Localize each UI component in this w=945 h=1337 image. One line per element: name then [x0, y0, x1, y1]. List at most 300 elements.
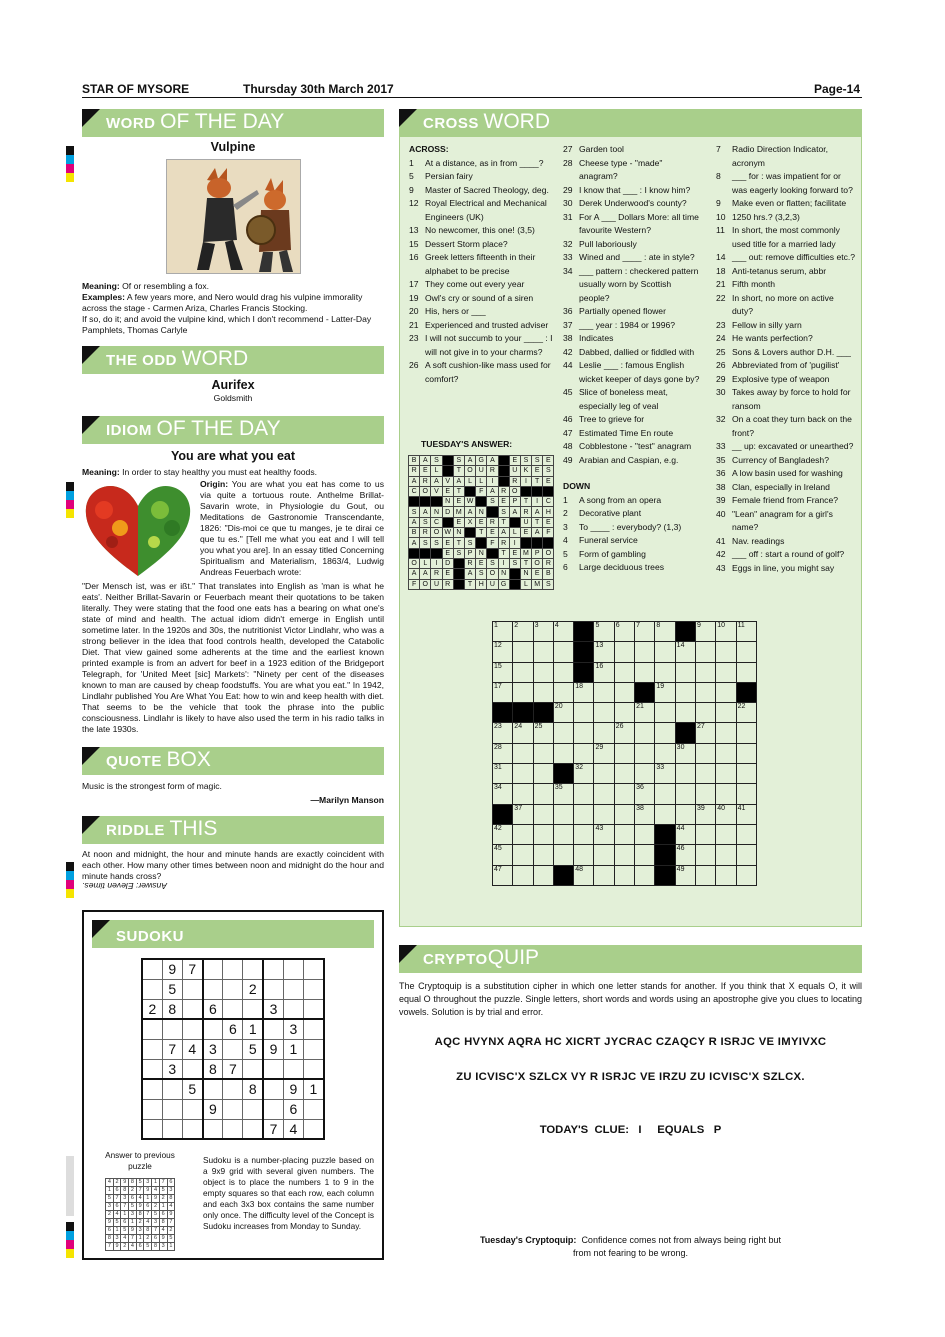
sudoku-cell[interactable]	[304, 999, 324, 1019]
crossword-cell[interactable]: 21	[635, 703, 655, 723]
sudoku-cell[interactable]	[283, 959, 303, 979]
clue-text: Garden tool	[579, 144, 624, 154]
sudoku-cell[interactable]	[223, 1099, 243, 1119]
crossword-cell[interactable]: 24	[513, 723, 533, 743]
crossword-cell[interactable]: 45	[493, 845, 513, 865]
crossword-cell[interactable]	[614, 824, 634, 844]
sudoku-cell[interactable]	[304, 1119, 324, 1139]
crossword-cell[interactable]: 6	[614, 622, 634, 642]
prev-answer-cell: 8	[144, 1227, 152, 1235]
crossword-cell[interactable]	[736, 865, 756, 885]
sudoku-cell: 5	[182, 1079, 202, 1099]
crossword-cell[interactable]	[695, 824, 715, 844]
crossword-cell[interactable]: 23	[493, 723, 513, 743]
clue-text: Eggs in line, you might say	[732, 562, 835, 573]
sudoku-cell[interactable]	[263, 979, 283, 999]
crossword-cell[interactable]	[655, 662, 675, 682]
crossword-cell[interactable]	[533, 764, 553, 784]
sudoku-cell[interactable]	[142, 1119, 162, 1139]
answer-cell: O	[431, 528, 442, 538]
crossword-cell[interactable]: 11	[736, 622, 756, 642]
clue-item	[716, 197, 857, 211]
crossword-cell[interactable]	[695, 642, 715, 662]
sudoku-cell[interactable]	[304, 1099, 324, 1119]
clue-number: 3	[563, 521, 568, 532]
answer-cell: R	[543, 558, 554, 568]
answer-cell: E	[442, 548, 453, 558]
color-bar-left-mid	[66, 482, 74, 518]
crossword-cell[interactable]: 22	[736, 703, 756, 723]
sudoku-cell[interactable]	[142, 979, 162, 999]
sudoku-cell: 1	[304, 1079, 324, 1099]
clue-item	[563, 238, 705, 252]
crossword-cell[interactable]	[614, 845, 634, 865]
crossword-cell[interactable]: 3	[533, 622, 553, 642]
crossword-cell[interactable]	[574, 824, 594, 844]
prev-answer-cell: 2	[152, 1203, 160, 1211]
crossword-cell[interactable]	[635, 723, 655, 743]
answer-cell	[453, 558, 464, 568]
clue-number: 4	[563, 535, 568, 545]
answer-cell: R	[409, 466, 420, 476]
sudoku-cell[interactable]	[182, 1059, 202, 1079]
crossword-cell[interactable]	[736, 784, 756, 804]
crossword-cell[interactable]	[614, 764, 634, 784]
crossword-cell[interactable]: 16	[594, 662, 614, 682]
crossword-cell[interactable]: 5	[594, 622, 614, 642]
crossword-cell[interactable]	[553, 682, 573, 702]
prev-answer-cell: 7	[106, 1243, 114, 1251]
sudoku-cell[interactable]	[243, 1099, 263, 1119]
clue-text: Owl's cry or sound of a siren	[425, 292, 534, 303]
crossword-cell[interactable]	[736, 764, 756, 784]
crossword-cell[interactable]: 34	[493, 784, 513, 804]
crossword-cell[interactable]	[533, 642, 553, 662]
crossword-cell[interactable]	[736, 642, 756, 662]
sudoku-cell[interactable]	[223, 1119, 243, 1139]
crossword-cell[interactable]	[574, 845, 594, 865]
clue-text: Estimated Time En route	[579, 427, 674, 438]
crossword-cell[interactable]	[655, 723, 675, 743]
answer-cell: C	[409, 486, 420, 496]
crossword-cell[interactable]	[736, 845, 756, 865]
crossword-cell[interactable]	[614, 804, 634, 824]
header-rule	[82, 97, 862, 98]
crossword-cell[interactable]: 20	[553, 703, 573, 723]
prev-answer-cell: 7	[144, 1211, 152, 1219]
crossword-cell[interactable]	[716, 865, 736, 885]
prev-answer-cell: 5	[129, 1203, 137, 1211]
crossword-cell[interactable]	[716, 703, 736, 723]
clue-item	[716, 508, 857, 535]
crossword-cell[interactable]	[736, 723, 756, 743]
answer-cell: G	[498, 579, 509, 589]
sudoku-cell[interactable]	[304, 959, 324, 979]
crossword-cell[interactable]	[574, 784, 594, 804]
crossword-cell[interactable]	[574, 804, 594, 824]
answer-cell: E	[543, 476, 554, 486]
sudoku-cell[interactable]	[142, 1039, 162, 1059]
sudoku-cell[interactable]	[304, 1059, 324, 1079]
crossword-cell[interactable]: 48	[574, 865, 594, 885]
crossword-cell[interactable]	[635, 824, 655, 844]
answer-cell: F	[409, 579, 420, 589]
crossword-cell[interactable]: 32	[574, 764, 594, 784]
crossword-cell[interactable]: 30	[675, 743, 695, 763]
crossword-cell[interactable]: 40	[716, 804, 736, 824]
clue-text: Large deciduous trees	[579, 562, 665, 572]
clue-number: 42	[563, 346, 573, 357]
crossword-cell[interactable]: 28	[493, 743, 513, 763]
clue-item	[409, 305, 557, 319]
sudoku-cell[interactable]	[283, 1059, 303, 1079]
crossword-cell[interactable]	[695, 865, 715, 885]
crossword-cell[interactable]	[635, 743, 655, 763]
clue-number: 39	[716, 495, 726, 505]
crossword-cell[interactable]	[533, 824, 553, 844]
crossword-cell[interactable]	[635, 642, 655, 662]
crossword-cell[interactable]: 39	[695, 804, 715, 824]
crossword-cell[interactable]: 7	[635, 622, 655, 642]
prev-answer-cell: 6	[106, 1227, 114, 1235]
crossword-cell[interactable]	[553, 804, 573, 824]
crossword-cell[interactable]: 1	[493, 622, 513, 642]
clue-item	[563, 197, 705, 211]
crossword-cell[interactable]	[675, 662, 695, 682]
crossword-cell[interactable]	[635, 662, 655, 682]
clue-text: Partially opened flower	[579, 306, 666, 316]
crossword-cell[interactable]	[513, 682, 533, 702]
crossword-cell[interactable]	[513, 845, 533, 865]
clue-text: Arabian and Caspian, e.g.	[579, 454, 679, 465]
answer-cell	[520, 538, 531, 548]
crossword-cell[interactable]	[716, 845, 736, 865]
sudoku-cell[interactable]	[182, 1019, 202, 1039]
crossword-cell[interactable]	[695, 764, 715, 784]
sudoku-cell[interactable]	[162, 1079, 182, 1099]
sudoku-cell[interactable]	[263, 1019, 283, 1039]
sudoku-cell[interactable]	[263, 1099, 283, 1119]
crossword-cell[interactable]	[614, 642, 634, 662]
answer-cell: L	[464, 476, 475, 486]
crossword-cell[interactable]	[553, 743, 573, 763]
clue-item	[563, 211, 705, 238]
prev-answer-cell: 6	[167, 1179, 175, 1187]
crossword-cell[interactable]	[716, 682, 736, 702]
sudoku-cell[interactable]	[223, 979, 243, 999]
crossword-cell[interactable]	[655, 642, 675, 662]
crossword-cell[interactable]	[513, 662, 533, 682]
crossword-cell[interactable]	[513, 642, 533, 662]
prev-answer-cell: 1	[144, 1195, 152, 1203]
prev-answer-cell: 5	[159, 1187, 167, 1195]
crossword-cell[interactable]: 9	[695, 622, 715, 642]
crossword-cell[interactable]	[574, 723, 594, 743]
crossword-cell[interactable]	[655, 804, 675, 824]
crossword-cell[interactable]: 17	[493, 682, 513, 702]
clue-item	[409, 278, 557, 292]
crossword-cell[interactable]	[614, 682, 634, 702]
sudoku-cell[interactable]	[283, 979, 303, 999]
prev-answer-cell: 9	[136, 1203, 144, 1211]
crossword-cell[interactable]: 43	[594, 824, 614, 844]
sudoku-cell: 7	[263, 1119, 283, 1139]
crossword-cell[interactable]: 29	[594, 743, 614, 763]
clue-number: 10	[716, 211, 726, 222]
sudoku-cell[interactable]	[243, 1119, 263, 1139]
sudoku-cell[interactable]	[243, 1059, 263, 1079]
sudoku-cell[interactable]	[162, 1019, 182, 1039]
clue-number: 2	[563, 508, 568, 518]
crossword-cell[interactable]	[553, 723, 573, 743]
prev-answer-cell: 3	[144, 1179, 152, 1187]
crossword-cell[interactable]	[695, 784, 715, 804]
clue-text: Derek Underwood's county?	[579, 198, 687, 208]
crossword-cell[interactable]: 13	[594, 642, 614, 662]
sudoku-cell[interactable]	[223, 999, 243, 1019]
crossword-cell[interactable]	[574, 743, 594, 763]
clue-text: Currency of Bangladesh?	[732, 454, 829, 465]
crossword-cell[interactable]	[716, 723, 736, 743]
clue-item	[563, 305, 705, 319]
across-clues-col1: ACROSS: 1 At a distance, as in from ____? 5 Persian fairy 9 Master of Sacred Theology, deg. 12 Royal Electrical and Mechanical Engineers (UK) 13 No newcomer, this one! (3,5) 15 Dessert Storm place? 16 Greek letters fifteenth in their alphabet to be precise 17 They come out every year 19 Owl's cry or sound of a siren 20 His, hers or ___ 21 Experienced and trusted adviser 23 I will not succumb to your ____ : I will not give in to your charms? 26 A soft cushion-like mass used for comfort?	[409, 143, 557, 386]
crossword-cell[interactable]	[695, 703, 715, 723]
crossword-cell[interactable]	[716, 743, 736, 763]
clue-item	[563, 157, 705, 184]
crossword-cell[interactable]	[614, 865, 634, 885]
sudoku-cell[interactable]	[304, 979, 324, 999]
crossword-cell[interactable]	[675, 764, 695, 784]
sudoku-cell[interactable]	[203, 1119, 223, 1139]
crossword-cell[interactable]: 36	[635, 784, 655, 804]
answer-cell: N	[476, 548, 487, 558]
crossword-cell[interactable]	[675, 804, 695, 824]
crossword-cell[interactable]	[594, 845, 614, 865]
clue-item	[563, 413, 705, 427]
crossword-cell[interactable]	[533, 784, 553, 804]
clue-item	[563, 521, 705, 535]
crossword-cell[interactable]	[655, 784, 675, 804]
crossword-cell[interactable]	[716, 824, 736, 844]
prev-answer-cell: 1	[159, 1203, 167, 1211]
clue-text: Master of Sacred Theology, deg.	[425, 184, 549, 195]
sudoku-cell[interactable]	[243, 999, 263, 1019]
sudoku-cell[interactable]	[162, 1119, 182, 1139]
clue-item	[716, 292, 857, 319]
sudoku-description: Sudoku is a number-placing puzzle based on a 9x9 grid with several given numbers. The object is to place the numbers 1 to 9 in the empty squares so that each row, each column and each 3x3 box contains the same number only once. The difficulty level of the Concept is Sudoku increases from Monday to Sunday.	[203, 1155, 374, 1231]
sudoku-cell[interactable]	[304, 1039, 324, 1059]
crossword-cell[interactable]: 31	[493, 764, 513, 784]
crossword-cell[interactable]	[533, 662, 553, 682]
clue-text: Form of gambling	[579, 548, 646, 559]
crossword-cell[interactable]	[533, 743, 553, 763]
sudoku-grid[interactable]	[141, 958, 325, 1140]
crossword-cell[interactable]: 47	[493, 865, 513, 885]
sudoku-cell[interactable]	[142, 1019, 162, 1039]
crossword-cell[interactable]: 15	[493, 662, 513, 682]
sudoku-cell[interactable]	[243, 959, 263, 979]
sudoku-cell[interactable]	[223, 959, 243, 979]
sudoku-cell[interactable]	[142, 1079, 162, 1099]
answer-cell: S	[464, 538, 475, 548]
clue-item	[716, 494, 857, 508]
crossword-cell[interactable]	[655, 743, 675, 763]
crossword-cell[interactable]	[533, 845, 553, 865]
sudoku-cell[interactable]	[203, 1079, 223, 1099]
crossword-cell[interactable]	[574, 703, 594, 723]
crossword-cell[interactable]	[594, 764, 614, 784]
crossword-cell[interactable]: 2	[513, 622, 533, 642]
crossword-cell[interactable]	[614, 703, 634, 723]
sudoku-cell[interactable]	[263, 1079, 283, 1099]
crossword-cell[interactable]	[533, 865, 553, 885]
prev-answer-cell: 5	[113, 1219, 121, 1227]
crossword-cell[interactable]: 37	[513, 804, 533, 824]
answer-cell: I	[532, 497, 543, 507]
crossword-cell[interactable]: 35	[553, 784, 573, 804]
crossword-cell[interactable]: 41	[736, 804, 756, 824]
clue-item	[409, 238, 557, 252]
crossword-cell[interactable]	[695, 662, 715, 682]
crossword-cell[interactable]: 26	[614, 723, 634, 743]
crossword-cell[interactable]: 18	[574, 682, 594, 702]
crossword-cell[interactable]	[695, 743, 715, 763]
sudoku-cell[interactable]	[142, 1059, 162, 1079]
crossword-cell[interactable]	[716, 784, 736, 804]
clue-item	[563, 346, 705, 360]
answer-cell: T	[453, 538, 464, 548]
crossword-cell[interactable]	[736, 743, 756, 763]
clue-text: Leslie ___ : famous English wicket keeper of days gone by?	[579, 360, 700, 384]
crossword-cell[interactable]: 10	[716, 622, 736, 642]
crossword-cell[interactable]	[553, 642, 573, 662]
crossword-cell[interactable]	[716, 642, 736, 662]
crossword-cell[interactable]	[553, 845, 573, 865]
crossword-cell[interactable]: 25	[533, 723, 553, 743]
crossword-cell[interactable]	[594, 804, 614, 824]
answer-cell: A	[409, 538, 420, 548]
clue-text: In short, the most commonly used title for a married lady	[732, 225, 840, 249]
sudoku-cell[interactable]	[263, 1059, 283, 1079]
answer-cell: N	[431, 507, 442, 517]
crossword-cell[interactable]: 19	[655, 682, 675, 702]
crossword-cell[interactable]	[695, 845, 715, 865]
sudoku-cell[interactable]	[263, 959, 283, 979]
answer-cell	[409, 497, 420, 507]
crossword-cell[interactable]: 38	[635, 804, 655, 824]
crossword-cell[interactable]	[513, 784, 533, 804]
clue-number: 23	[409, 333, 419, 343]
crossword-cell[interactable]: 49	[675, 865, 695, 885]
sudoku-cell[interactable]	[203, 1019, 223, 1039]
crossword-cell[interactable]	[614, 743, 634, 763]
crossword-cell[interactable]	[716, 764, 736, 784]
crossword-cell[interactable]	[594, 784, 614, 804]
crossword-cell[interactable]	[635, 865, 655, 885]
sudoku-cell[interactable]	[182, 1099, 202, 1119]
crossword-cell[interactable]: 4	[553, 622, 573, 642]
crossword-cell[interactable]: 44	[675, 824, 695, 844]
crossword-cell[interactable]	[635, 764, 655, 784]
sudoku-cell[interactable]	[203, 979, 223, 999]
color-bar-gutter	[66, 1156, 74, 1216]
crossword-cell[interactable]	[736, 824, 756, 844]
clue-item	[716, 278, 857, 292]
prev-answer-cell: 2	[121, 1243, 129, 1251]
answer-cell: N	[498, 569, 509, 579]
crossword-cell[interactable]	[695, 682, 715, 702]
crossword-cell[interactable]	[553, 662, 573, 682]
answer-cell	[431, 548, 442, 558]
crossword-cell[interactable]: 12	[493, 642, 513, 662]
crossword-cell[interactable]	[533, 682, 553, 702]
crossword-cell[interactable]	[594, 703, 614, 723]
crossword-cell[interactable]	[614, 662, 634, 682]
clue-text: ___ year : 1984 or 1996?	[579, 319, 676, 330]
crossword-cell[interactable]: 42	[493, 824, 513, 844]
sudoku-cell[interactable]	[223, 1039, 243, 1059]
sudoku-cell[interactable]	[182, 999, 202, 1019]
crossword-cell[interactable]	[533, 804, 553, 824]
clue-text: Funeral service	[579, 535, 638, 545]
answer-cell: E	[476, 558, 487, 568]
crossword-cell[interactable]: 14	[675, 642, 695, 662]
answer-cell: O	[464, 466, 475, 476]
crossword-cell[interactable]	[635, 845, 655, 865]
crossword-cell[interactable]	[736, 662, 756, 682]
crossword-cell[interactable]	[553, 824, 573, 844]
sudoku-cell[interactable]	[162, 1099, 182, 1119]
clue-text: Cobblestone - "test" anagram	[579, 441, 692, 451]
sudoku-cell[interactable]	[182, 1119, 202, 1139]
crossword-cell[interactable]	[513, 865, 533, 885]
clue-text: On a coat they turn back on the front?	[732, 414, 852, 438]
crossword-cell[interactable]: 33	[655, 764, 675, 784]
sudoku-cell[interactable]	[203, 959, 223, 979]
crossword-cell[interactable]	[594, 723, 614, 743]
crossword-cell[interactable]	[716, 662, 736, 682]
crossword-cell[interactable]: 27	[695, 723, 715, 743]
crossword-cell[interactable]: 8	[655, 622, 675, 642]
crossword-cell[interactable]	[513, 743, 533, 763]
crossword-cell[interactable]	[675, 703, 695, 723]
crossword-cell[interactable]: 46	[675, 845, 695, 865]
sudoku-cell[interactable]	[182, 979, 202, 999]
crossword-cell[interactable]	[614, 784, 634, 804]
crossword-grid[interactable]	[492, 621, 757, 886]
crossword-cell[interactable]	[675, 682, 695, 702]
crossword-cell[interactable]	[513, 764, 533, 784]
sudoku-cell[interactable]	[223, 1079, 243, 1099]
clue-number: 29	[716, 373, 726, 384]
clue-number: 26	[409, 360, 419, 370]
crossword-cell[interactable]	[655, 703, 675, 723]
sudoku-cell[interactable]	[142, 1099, 162, 1119]
crossword-cell[interactable]	[594, 865, 614, 885]
crossword-cell	[675, 723, 695, 743]
crossword-cell[interactable]	[594, 682, 614, 702]
answer-cell: A	[431, 476, 442, 486]
prev-answer-cell: 8	[159, 1219, 167, 1227]
sudoku-cell[interactable]	[283, 999, 303, 1019]
clue-text: Wined and ____ : ate in style?	[579, 252, 695, 262]
sudoku-cell[interactable]	[304, 1019, 324, 1039]
sudoku-cell[interactable]	[142, 959, 162, 979]
crossword-cell[interactable]	[513, 824, 533, 844]
answer-cell: K	[520, 466, 531, 476]
crossword-cell[interactable]	[675, 784, 695, 804]
answer-cell: O	[509, 486, 520, 496]
